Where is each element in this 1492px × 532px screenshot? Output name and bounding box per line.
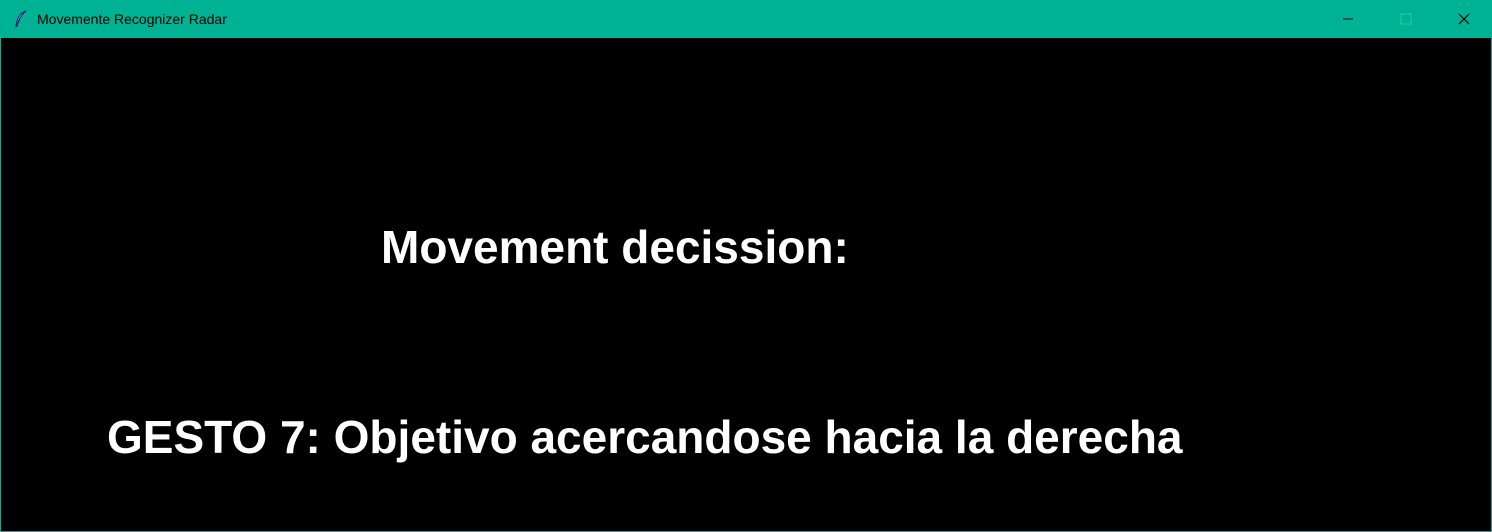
title-bar[interactable] [1, 0, 1492, 38]
feather-icon [13, 11, 29, 27]
movement-decision-label: Movement decission: [381, 221, 849, 273]
radar-display [1, 38, 1491, 531]
window-controls [1319, 0, 1492, 38]
maximize-icon [1400, 13, 1412, 25]
minimize-icon [1342, 13, 1354, 25]
minimize-button[interactable] [1319, 0, 1377, 38]
close-button[interactable] [1435, 0, 1492, 38]
window-title: Movemente Recognizer Radar [37, 11, 227, 27]
gesture-result-text: GESTO 7: Objetivo acercandose hacia la derecha [107, 411, 1183, 463]
close-icon [1458, 13, 1470, 25]
maximize-button[interactable] [1377, 0, 1435, 38]
